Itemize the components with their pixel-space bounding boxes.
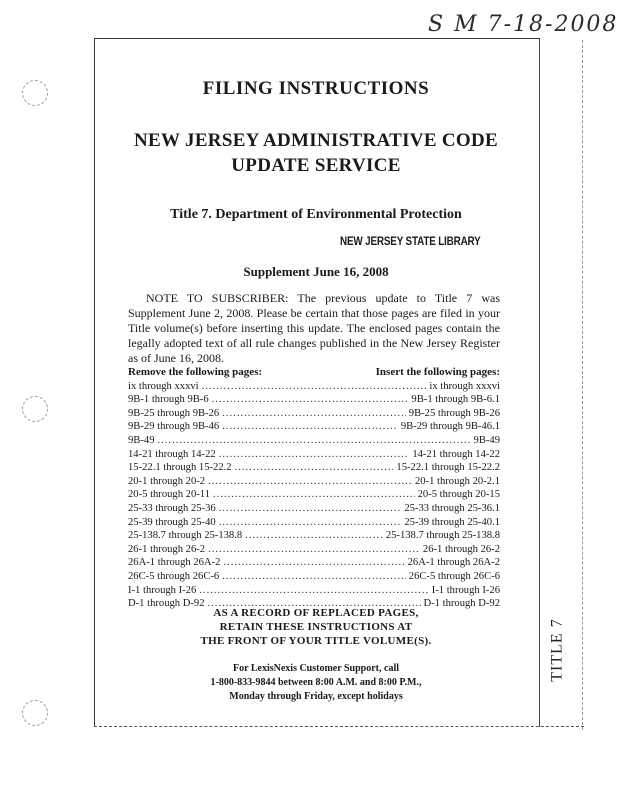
- dot-leader: [208, 475, 412, 489]
- table-row: [128, 584, 500, 598]
- table-row: [128, 461, 500, 475]
- punch-hole-middle: [22, 396, 48, 422]
- table-row: [128, 380, 500, 394]
- insert-pages-cell: 9B-1 through 9B-6.1: [411, 394, 500, 406]
- insert-pages-cell: 9B-29 through 9B-46.1: [400, 421, 500, 433]
- code-title: [94, 128, 538, 178]
- table-row: [128, 529, 500, 543]
- remove-pages-cell: 9B-1 through 9B-6: [128, 394, 209, 406]
- dot-leader: [219, 448, 410, 462]
- dot-leader: [235, 461, 394, 475]
- table-row: [128, 488, 500, 502]
- dot-leader: [199, 584, 428, 598]
- insert-pages-cell: 20-1 through 20-2.1: [414, 475, 500, 487]
- dot-leader: [202, 380, 427, 394]
- subscriber-note-text: NOTE TO SUBSCRIBER: The previous update to Title 7 was Supplement June 2, 2008. Please be certain that those pages are filed in your Title volume(s) before inserting this update. The enclosed pages contain the legally adopted text of all rule changes published in the New Jersey Register as of June 16, 2008.: [128, 291, 500, 365]
- dot-leader: [219, 516, 402, 530]
- insert-pages-cell: 9B-25 through 9B-26: [408, 407, 500, 419]
- remove-pages-cell: 9B-25 through 9B-26: [128, 407, 220, 419]
- insert-pages-cell: 25-138.7 through 25-138.8: [385, 530, 500, 542]
- dot-leader: [157, 434, 470, 448]
- library-stamp: NEW JERSEY STATE LIBRARY: [340, 236, 481, 248]
- table-row: [128, 393, 500, 407]
- remove-pages-cell: 25-33 through 25-36: [128, 502, 216, 514]
- supplement-date: Supplement June 16, 2008: [243, 264, 389, 279]
- insert-pages-cell: D-1 through D-92: [423, 598, 500, 610]
- code-title-line-1: NEW JERSEY ADMINISTRATIVE CODE: [134, 130, 498, 151]
- department-heading: Title 7. Department of Environmental Protection: [170, 207, 462, 222]
- retain-line-3: THE FRONT OF YOUR TITLE VOLUME(S).: [200, 635, 432, 647]
- code-title-line-2: UPDATE SERVICE: [231, 155, 401, 176]
- retain-line-1: AS A RECORD OF REPLACED PAGES,: [213, 607, 419, 619]
- support-line-3: Monday through Friday, except holidays: [229, 691, 403, 702]
- insert-column-header: Insert the following pages:: [375, 366, 500, 378]
- table-header: [128, 366, 500, 380]
- punch-hole-bottom: [22, 700, 48, 726]
- dot-leader: [219, 502, 402, 516]
- title-tab: [536, 620, 580, 680]
- remove-pages-cell: 14-21 through 14-22: [128, 448, 216, 460]
- table-row: [128, 570, 500, 584]
- insert-pages-cell: 9B-49: [473, 434, 500, 446]
- remove-pages-cell: 25-138.7 through 25-138.8: [128, 530, 243, 542]
- remove-pages-cell: 9B-29 through 9B-46: [128, 421, 220, 433]
- table-row: [128, 556, 500, 570]
- handwritten-annotation: S M 7-18-2008: [428, 12, 618, 37]
- remove-pages-cell: 20-1 through 20-2: [128, 475, 206, 487]
- remove-pages-cell: 20-5 through 20-11: [128, 489, 210, 501]
- filing-instructions-title: FILING INSTRUCTIONS: [202, 78, 430, 99]
- title-tab-label: TITLE 7: [549, 618, 567, 682]
- table-rows: [128, 380, 500, 611]
- insert-pages-cell: ix through xxxvi: [429, 380, 500, 392]
- remove-pages-cell: I-1 through I-26: [128, 584, 197, 596]
- table-row: [128, 502, 500, 516]
- table-row: [128, 516, 500, 530]
- insert-pages-cell: 26A-1 through 26A-2: [407, 557, 500, 569]
- insert-pages-cell: I-1 through I-26: [431, 584, 500, 596]
- customer-support-info: [94, 662, 538, 704]
- dot-leader: [222, 420, 398, 434]
- dot-leader: [222, 570, 406, 584]
- subscriber-note: [128, 291, 500, 366]
- table-row: [128, 407, 500, 421]
- remove-pages-cell: 26A-1 through 26A-2: [128, 557, 221, 569]
- support-line-2: 1-800-833-9844 between 8:00 A.M. and 8:00 P.M.,: [210, 677, 422, 688]
- remove-pages-cell: ix through xxxvi: [128, 380, 199, 392]
- table-row: [128, 434, 500, 448]
- dot-leader: [222, 407, 406, 421]
- remove-pages-cell: 9B-49: [128, 434, 155, 446]
- table-row: [128, 448, 500, 462]
- insert-pages-cell: 26C-5 through 26C-6: [408, 570, 500, 582]
- insert-pages-cell: 25-33 through 25-36.1: [404, 502, 500, 514]
- punch-hole-top: [22, 80, 48, 106]
- remove-column-header: Remove the following pages:: [128, 366, 263, 378]
- remove-pages-cell: 26C-5 through 26C-6: [128, 570, 220, 582]
- retain-line-2: RETAIN THESE INSTRUCTIONS AT: [219, 621, 413, 633]
- dot-leader: [245, 529, 383, 543]
- remove-pages-cell: 15-22.1 through 15-22.2: [128, 462, 232, 474]
- table-row: [128, 543, 500, 557]
- insert-pages-cell: 15-22.1 through 15-22.2: [396, 462, 500, 474]
- tab-margin-line: [582, 40, 583, 730]
- dot-leader: [208, 543, 420, 557]
- remove-pages-cell: 26-1 through 26-2: [128, 543, 206, 555]
- table-row: [128, 420, 500, 434]
- remove-pages-cell: 25-39 through 25-40: [128, 516, 216, 528]
- dot-leader: [212, 393, 409, 407]
- dot-leader: [213, 488, 415, 502]
- support-line-1: For LexisNexis Customer Support, call: [232, 663, 399, 674]
- dot-leader: [223, 556, 404, 570]
- retain-instructions: [94, 606, 538, 648]
- insert-pages-cell: 26-1 through 26-2: [422, 543, 500, 555]
- insert-pages-cell: 25-39 through 25-40.1: [404, 516, 500, 528]
- insert-pages-cell: 14-21 through 14-22: [412, 448, 500, 460]
- insert-pages-cell: 20-5 through 20-15: [417, 489, 500, 501]
- remove-pages-cell: D-1 through D-92: [128, 598, 205, 610]
- table-row: [128, 475, 500, 489]
- bottom-cut-line: [94, 726, 584, 727]
- page-replacement-table: [128, 366, 500, 611]
